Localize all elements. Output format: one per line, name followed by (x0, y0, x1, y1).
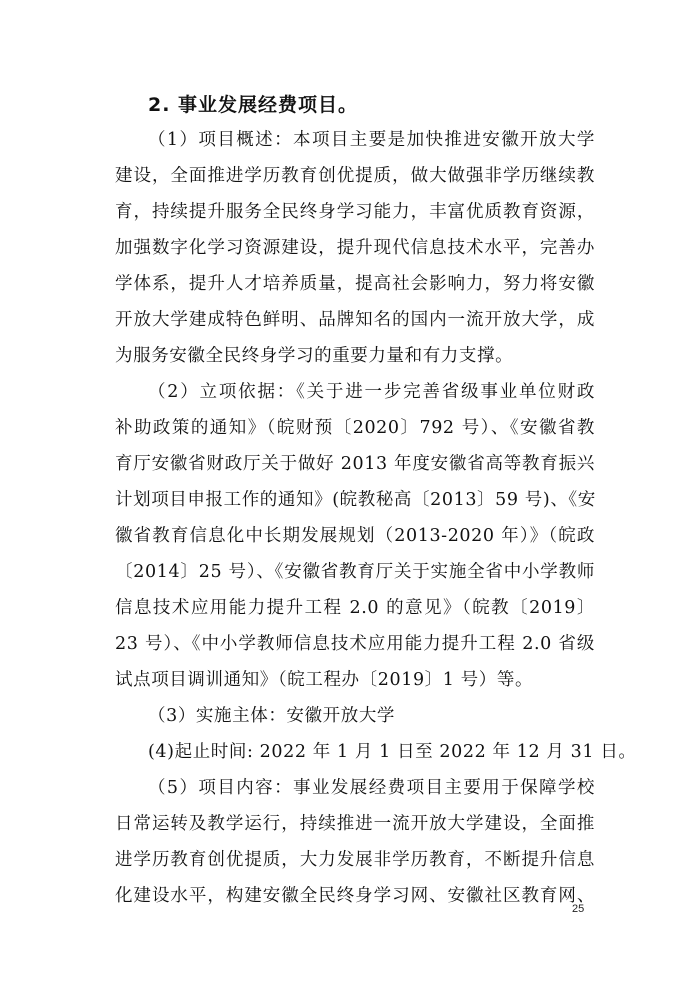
paragraph-2-line-6: 〔2014〕25 号）、《安徽省教育厅关于实施全省中小学教师 (115, 562, 595, 582)
paragraph-1-line-5: 学体系，提升人才培养质量，提高社会影响力，努力将安徽 (115, 274, 595, 294)
paragraph-1-line-4: 加强数字化学习资源建设，提升现代信息技术水平，完善办 (115, 238, 595, 258)
paragraph-1-line-6: 开放大学建成特色鲜明、品牌知名的国内一流开放大学，成 (115, 310, 595, 330)
section-heading: 2. 事业发展经费项目。 (148, 94, 359, 116)
paragraph-1-line-1: （1）项目概述：本项目主要是加快推进安徽开放大学 (148, 130, 595, 150)
paragraph-2-line-4: 计划项目申报工作的通知》(皖教秘高〔2013〕59 号)、《安 (115, 490, 596, 510)
paragraph-5-line-2: 日常运转及教学运行，持续推进一流开放大学建设，全面推 (115, 814, 595, 834)
paragraph-5-line-4: 化建设水平，构建安徽全民终身学习网、安徽社区教育网、 (115, 886, 595, 906)
paragraph-2-line-7: 信息技术应用能力提升工程 2.0 的意见》（皖教〔2019〕 (115, 598, 595, 618)
paragraph-2-line-2: 补助政策的通知》（皖财预〔2020〕792 号）、《安徽省教 (115, 418, 595, 438)
page-number: 25 (572, 903, 585, 915)
paragraph-1-line-3: 育，持续提升服务全民终身学习能力，丰富优质教育资源， (115, 202, 595, 222)
paragraph-2-line-5: 徽省教育信息化中长期发展规划（2013-2020 年）》（皖政 (115, 526, 595, 546)
paragraph-1-line-2: 建设，全面推进学历教育创优提质，做大做强非学历继续教 (115, 166, 595, 186)
paragraph-2-line-9: 试点项目调训通知》（皖工程办〔2019〕1 号）等。 (115, 670, 534, 690)
paragraph-4-line-1: (4)起止时间: 2022 年 1 月 1 日至 2022 年 12 月 31 日。 (148, 742, 637, 762)
paragraph-2-line-3: 育厅安徽省财政厅关于做好 2013 年度安徽省高等教育振兴 (115, 454, 595, 474)
paragraph-3-line-1: （3）实施主体：安徽开放大学 (148, 706, 396, 726)
paragraph-5-line-1: （5）项目内容：事业发展经费项目主要用于保障学校 (148, 778, 595, 798)
paragraph-2-line-8: 23 号）、《中小学教师信息技术应用能力提升工程 2.0 省级 (115, 634, 595, 654)
paragraph-5-line-3: 进学历教育创优提质，大力发展非学历教育，不断提升信息 (115, 850, 595, 870)
paragraph-2-line-1: （2）立项依据：《关于进一步完善省级事业单位财政 (148, 382, 595, 402)
paragraph-1-line-7: 为服务安徽全民终身学习的重要力量和有力支撑。 (115, 346, 514, 366)
